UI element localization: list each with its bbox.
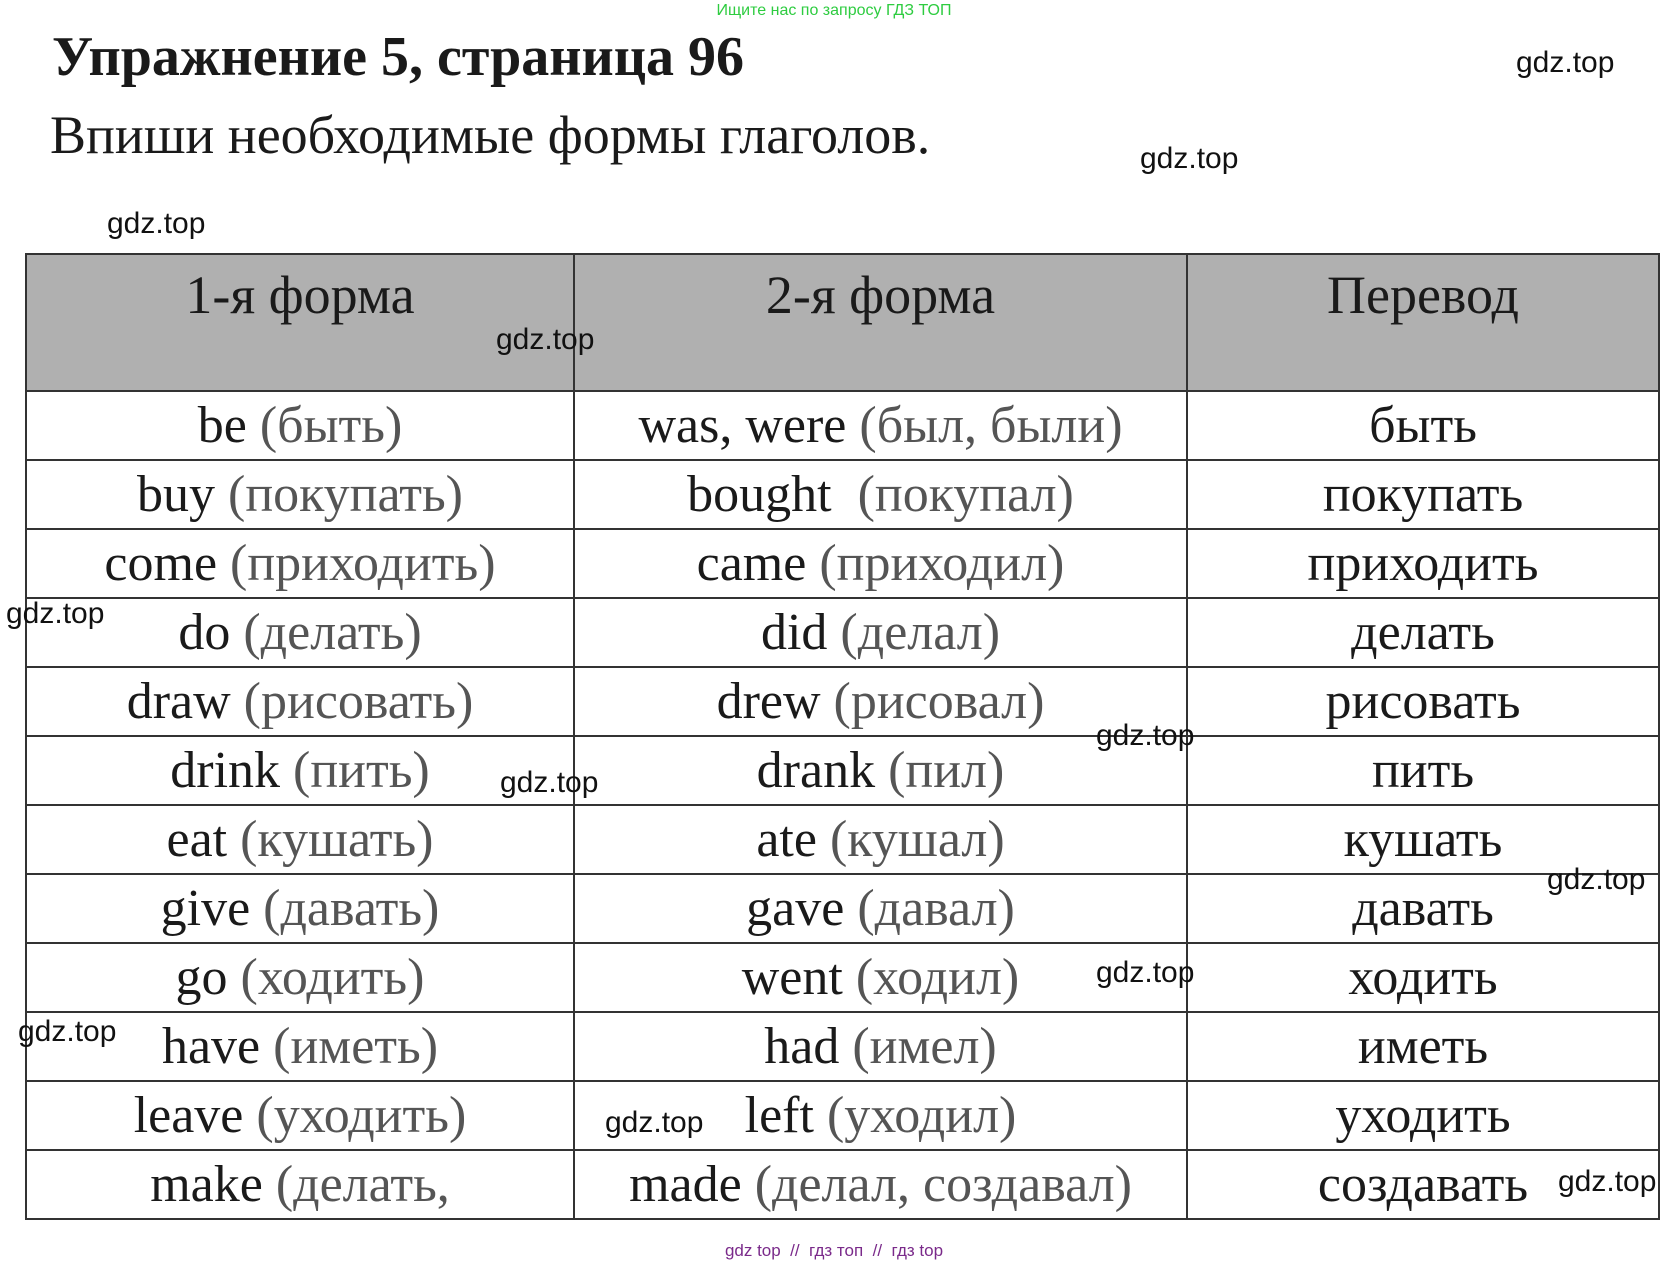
table-row	[26, 805, 1659, 874]
form-1-cell	[26, 460, 574, 529]
table-row	[26, 598, 1659, 667]
translation-cell: иметь	[1187, 1012, 1659, 1081]
table-row	[26, 1012, 1659, 1081]
translation-cell: быть	[1187, 391, 1659, 460]
form-2-gloss: (приходил)	[819, 534, 1065, 592]
form-1-gloss: (давать)	[263, 879, 440, 937]
header-translation: Перевод	[1187, 254, 1659, 391]
table-row	[26, 529, 1659, 598]
table-row	[26, 943, 1659, 1012]
watermark: gdz.top	[1516, 46, 1615, 79]
form-1-cell	[26, 598, 574, 667]
form-2-cell	[574, 529, 1187, 598]
form-1-cell	[26, 529, 574, 598]
watermark: gdz.top	[1558, 1165, 1657, 1198]
table-row	[26, 1150, 1659, 1219]
watermark: gdz.top	[18, 1015, 117, 1048]
form-1-word: draw	[126, 672, 231, 730]
form-2-gloss: (ходил)	[855, 948, 1020, 1006]
table-row	[26, 460, 1659, 529]
translation-cell: рисовать	[1187, 667, 1659, 736]
form-2-word: did	[760, 603, 828, 661]
form-2-cell	[574, 1150, 1187, 1219]
form-2-word: left	[744, 1086, 814, 1144]
translation-cell: уходить	[1187, 1081, 1659, 1150]
form-2-word: drank	[756, 741, 876, 799]
form-1-cell	[26, 1150, 574, 1219]
form-2-gloss: (делал, создавал)	[754, 1155, 1132, 1213]
header-form-1: 1-я форма	[26, 254, 574, 391]
form-2-gloss: (делал)	[840, 603, 1001, 661]
top-banner[interactable]: Ищите нас по запросу ГДЗ ТОП	[716, 2, 952, 19]
footer-links[interactable]: gdz top // гдз топ // гдз top	[724, 1241, 944, 1260]
watermark: gdz.top	[1547, 863, 1646, 896]
form-2-gloss: (был, были)	[859, 396, 1123, 454]
form-1-gloss: (делать,	[275, 1155, 450, 1213]
form-1-gloss: (покупать)	[228, 465, 463, 523]
translation-cell: покупать	[1187, 460, 1659, 529]
table-row	[26, 391, 1659, 460]
translation-cell: делать	[1187, 598, 1659, 667]
table-row	[26, 736, 1659, 805]
form-2-cell	[574, 460, 1187, 529]
translation-cell: давать	[1187, 874, 1659, 943]
form-2-gloss: (имел)	[852, 1017, 997, 1075]
form-1-word: leave	[133, 1086, 244, 1144]
table-row	[26, 667, 1659, 736]
form-1-gloss: (приходить)	[230, 534, 496, 592]
form-1-gloss: (кушать)	[240, 810, 434, 868]
table-header-row	[26, 254, 1659, 391]
form-1-cell	[26, 391, 574, 460]
form-1-cell	[26, 736, 574, 805]
form-2-cell	[574, 1012, 1187, 1081]
form-2-word: bought	[687, 465, 845, 523]
watermark: gdz.top	[496, 323, 595, 356]
form-2-word: drew	[716, 672, 821, 730]
form-1-gloss: (пить)	[293, 741, 430, 799]
form-2-word: had	[764, 1017, 840, 1075]
form-1-word: buy	[137, 465, 215, 523]
translation-cell: создавать	[1187, 1150, 1659, 1219]
form-1-cell	[26, 667, 574, 736]
form-1-gloss: (уходить)	[256, 1086, 467, 1144]
form-2-gloss: (кушал)	[829, 810, 1005, 868]
translation-cell: приходить	[1187, 529, 1659, 598]
form-2-cell	[574, 805, 1187, 874]
form-1-cell	[26, 805, 574, 874]
form-1-word: make	[150, 1155, 263, 1213]
watermark: gdz.top	[1096, 719, 1195, 752]
form-1-gloss: (делать)	[243, 603, 422, 661]
form-1-word: give	[160, 879, 251, 937]
watermark: gdz.top	[1096, 956, 1195, 989]
watermark: gdz.top	[605, 1106, 704, 1139]
form-2-word: gave	[746, 879, 845, 937]
form-1-word: eat	[166, 810, 228, 868]
form-2-cell	[574, 598, 1187, 667]
form-2-word: went	[741, 948, 843, 1006]
form-2-gloss: (уходил)	[826, 1086, 1017, 1144]
form-1-cell	[26, 943, 574, 1012]
header-form-2: 2-я форма	[574, 254, 1187, 391]
translation-cell: ходить	[1187, 943, 1659, 1012]
form-2-gloss: (рисовал)	[833, 672, 1045, 730]
form-2-word: was, were	[638, 396, 847, 454]
watermark: gdz.top	[107, 207, 206, 240]
form-2-gloss: (давал)	[857, 879, 1015, 937]
form-1-gloss: (рисовать)	[243, 672, 474, 730]
form-2-word: came	[696, 534, 807, 592]
form-1-word: do	[178, 603, 231, 661]
form-2-cell	[574, 391, 1187, 460]
form-2-gloss: (покупал)	[857, 465, 1074, 523]
watermark: gdz.top	[1140, 142, 1239, 175]
form-1-gloss: (ходить)	[240, 948, 425, 1006]
translation-cell: кушать	[1187, 805, 1659, 874]
form-2-word: ate	[756, 810, 817, 868]
page-title: Упражнение 5, страница 96	[52, 26, 745, 88]
form-1-cell	[26, 1081, 574, 1150]
form-1-word: have	[161, 1017, 261, 1075]
form-1-word: go	[175, 948, 228, 1006]
form-1-gloss: (иметь)	[273, 1017, 439, 1075]
watermark: gdz.top	[6, 597, 105, 630]
table-row	[26, 874, 1659, 943]
form-2-gloss: (пил)	[888, 741, 1005, 799]
exercise-instruction: Впиши необходимые формы глаголов.	[50, 105, 931, 165]
form-2-word: made	[629, 1155, 742, 1213]
watermark: gdz.top	[500, 766, 599, 799]
form-1-word: come	[104, 534, 218, 592]
form-1-cell	[26, 874, 574, 943]
table-row	[26, 1081, 1659, 1150]
verb-forms-table	[25, 253, 1660, 1220]
form-1-gloss: (быть)	[259, 396, 403, 454]
form-2-cell	[574, 874, 1187, 943]
form-1-word: drink	[170, 741, 281, 799]
translation-cell: пить	[1187, 736, 1659, 805]
form-1-word: be	[197, 396, 247, 454]
